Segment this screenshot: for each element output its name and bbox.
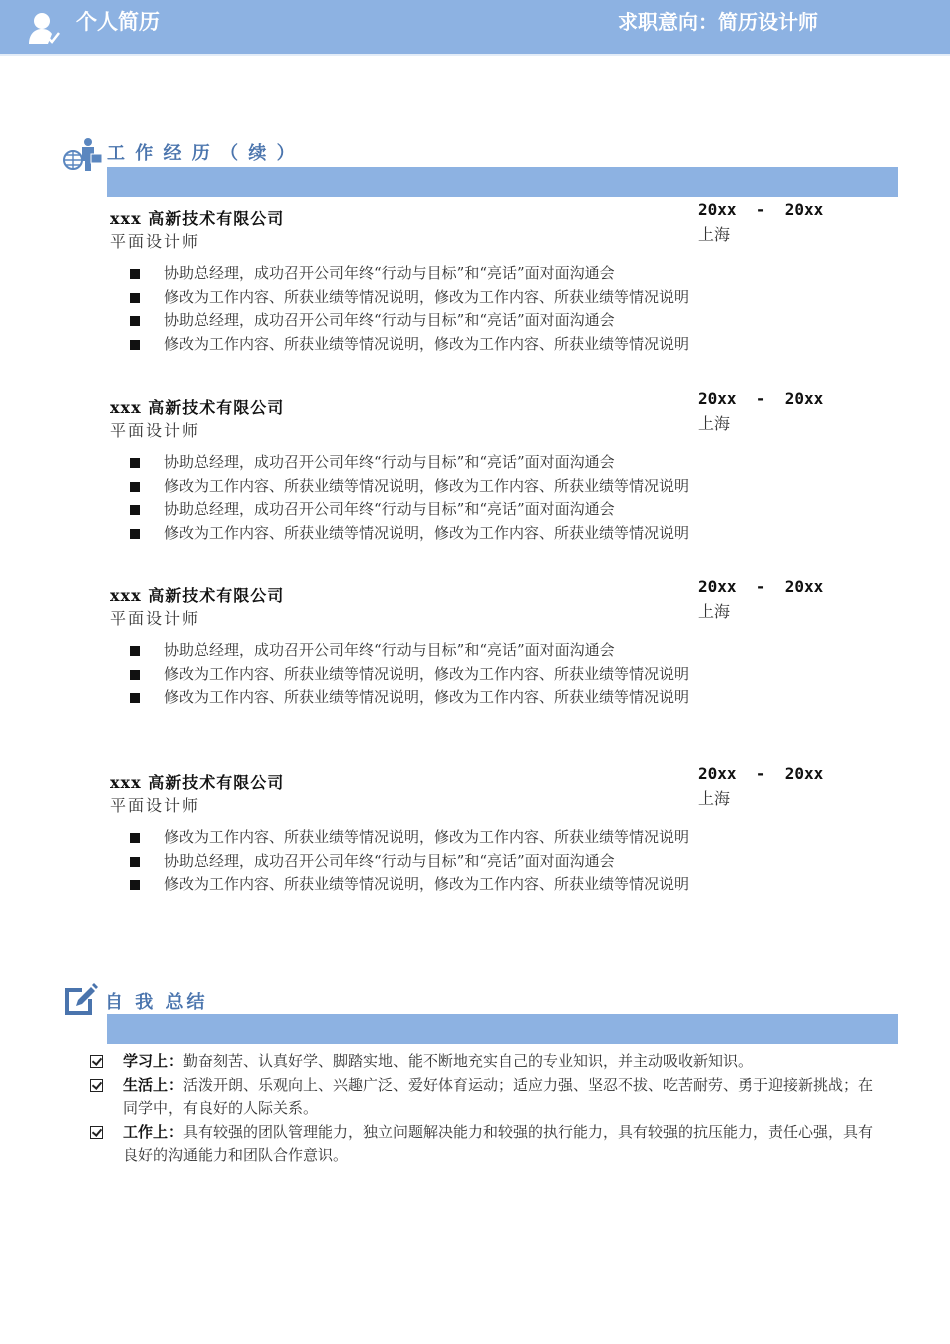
square-bullet-icon [130, 316, 140, 326]
job-role: 平面设计师 [110, 796, 201, 815]
work-section-title: 工 作 经 历 （ 续 ） [107, 143, 297, 164]
job-bullet: 修改为工作内容、所获业绩等情况说明，修改为工作内容、所获业绩等情况说明 [130, 686, 689, 710]
job-company: xxx 高新技术有限公司 [110, 773, 285, 792]
job-bullet: 修改为工作内容、所获业绩等情况说明，修改为工作内容、所获业绩等情况说明 [130, 826, 689, 850]
job-period: 20xx - 20xx [698, 200, 824, 219]
job-role: 平面设计师 [110, 609, 201, 628]
square-bullet-icon [130, 293, 140, 303]
square-bullet-icon [130, 505, 140, 515]
job-role: 平面设计师 [110, 232, 201, 251]
job-period: 20xx - 20xx [698, 764, 824, 783]
square-bullet-icon [130, 482, 140, 492]
job-company: xxx 高新技术有限公司 [110, 398, 285, 417]
summary-item-study: 学习上：勤奋刻苦、认真好学、脚踏实地、能不断地充实自己的专业知识，并主动吸收新知识。 [88, 1050, 888, 1074]
square-bullet-icon [130, 269, 140, 279]
job-city: 上海 [698, 414, 731, 433]
checkbox-checked-icon [90, 1126, 103, 1139]
job-bullet: 协助总经理，成功召开公司年终“行动与目标”和“亮话”面对面沟通会 [130, 262, 689, 286]
job-bullet: 修改为工作内容、所获业绩等情况说明，修改为工作内容、所获业绩等情况说明 [130, 663, 689, 687]
square-bullet-icon [130, 833, 140, 843]
summary-section-bar [107, 1014, 898, 1044]
square-bullet-icon [130, 646, 140, 656]
job-bullet: 协助总经理，成功召开公司年终“行动与目标”和“亮话”面对面沟通会 [130, 498, 689, 522]
job-bullet: 修改为工作内容、所获业绩等情况说明，修改为工作内容、所获业绩等情况说明 [130, 475, 689, 499]
job-bullet: 协助总经理，成功召开公司年终“行动与目标”和“亮话”面对面沟通会 [130, 850, 689, 874]
edit-note-icon [62, 982, 98, 1018]
user-check-icon [26, 10, 62, 46]
job-period: 20xx - 20xx [698, 577, 824, 596]
header-bar [0, 0, 950, 56]
square-bullet-icon [130, 340, 140, 350]
square-bullet-icon [130, 857, 140, 867]
job-city: 上海 [698, 789, 731, 808]
summary-list [88, 1050, 888, 1168]
job-bullet: 协助总经理，成功召开公司年终“行动与目标”和“亮话”面对面沟通会 [130, 639, 689, 663]
job-bullet: 修改为工作内容、所获业绩等情况说明，修改为工作内容、所获业绩等情况说明 [130, 333, 689, 357]
job-bullets [130, 262, 689, 356]
square-bullet-icon [130, 693, 140, 703]
square-bullet-icon [130, 458, 140, 468]
checkbox-checked-icon [90, 1055, 103, 1068]
businessman-globe-icon [60, 137, 106, 171]
checkbox-checked-icon [90, 1079, 103, 1092]
summary-section-title: 自 我 总结 [105, 992, 208, 1013]
job-city: 上海 [698, 225, 731, 244]
job-city: 上海 [698, 602, 731, 621]
work-section-bar [107, 167, 898, 197]
job-bullet: 协助总经理，成功召开公司年终“行动与目标”和“亮话”面对面沟通会 [130, 451, 689, 475]
square-bullet-icon [130, 670, 140, 680]
summary-item-life: 生活上：活泼开朗、乐观向上、兴趣广泛、爱好体育运动；适应力强、坚忍不拔、吃苦耐劳、勇于迎接新挑战；在同学中，有良好的人际关系。 [88, 1074, 888, 1121]
job-bullet: 修改为工作内容、所获业绩等情况说明，修改为工作内容、所获业绩等情况说明 [130, 873, 689, 897]
square-bullet-icon [130, 880, 140, 890]
job-intent: 求职意向：简历设计师 [618, 10, 818, 34]
job-company: xxx 高新技术有限公司 [110, 586, 285, 605]
summary-item-work: 工作上：具有较强的团队管理能力，独立问题解决能力和较强的执行能力，具有较强的抗压能力，责任心强，具有良好的沟通能力和团队合作意识。 [88, 1121, 888, 1168]
resume-title: 个人简历 [76, 10, 160, 34]
job-bullets [130, 451, 689, 545]
job-bullet: 协助总经理，成功召开公司年终“行动与目标”和“亮话”面对面沟通会 [130, 309, 689, 333]
job-company: xxx 高新技术有限公司 [110, 209, 285, 228]
job-bullets [130, 639, 689, 710]
square-bullet-icon [130, 529, 140, 539]
job-role: 平面设计师 [110, 421, 201, 440]
job-bullet: 修改为工作内容、所获业绩等情况说明，修改为工作内容、所获业绩等情况说明 [130, 522, 689, 546]
job-bullet: 修改为工作内容、所获业绩等情况说明，修改为工作内容、所获业绩等情况说明 [130, 286, 689, 310]
job-bullets [130, 826, 689, 897]
job-period: 20xx - 20xx [698, 389, 824, 408]
